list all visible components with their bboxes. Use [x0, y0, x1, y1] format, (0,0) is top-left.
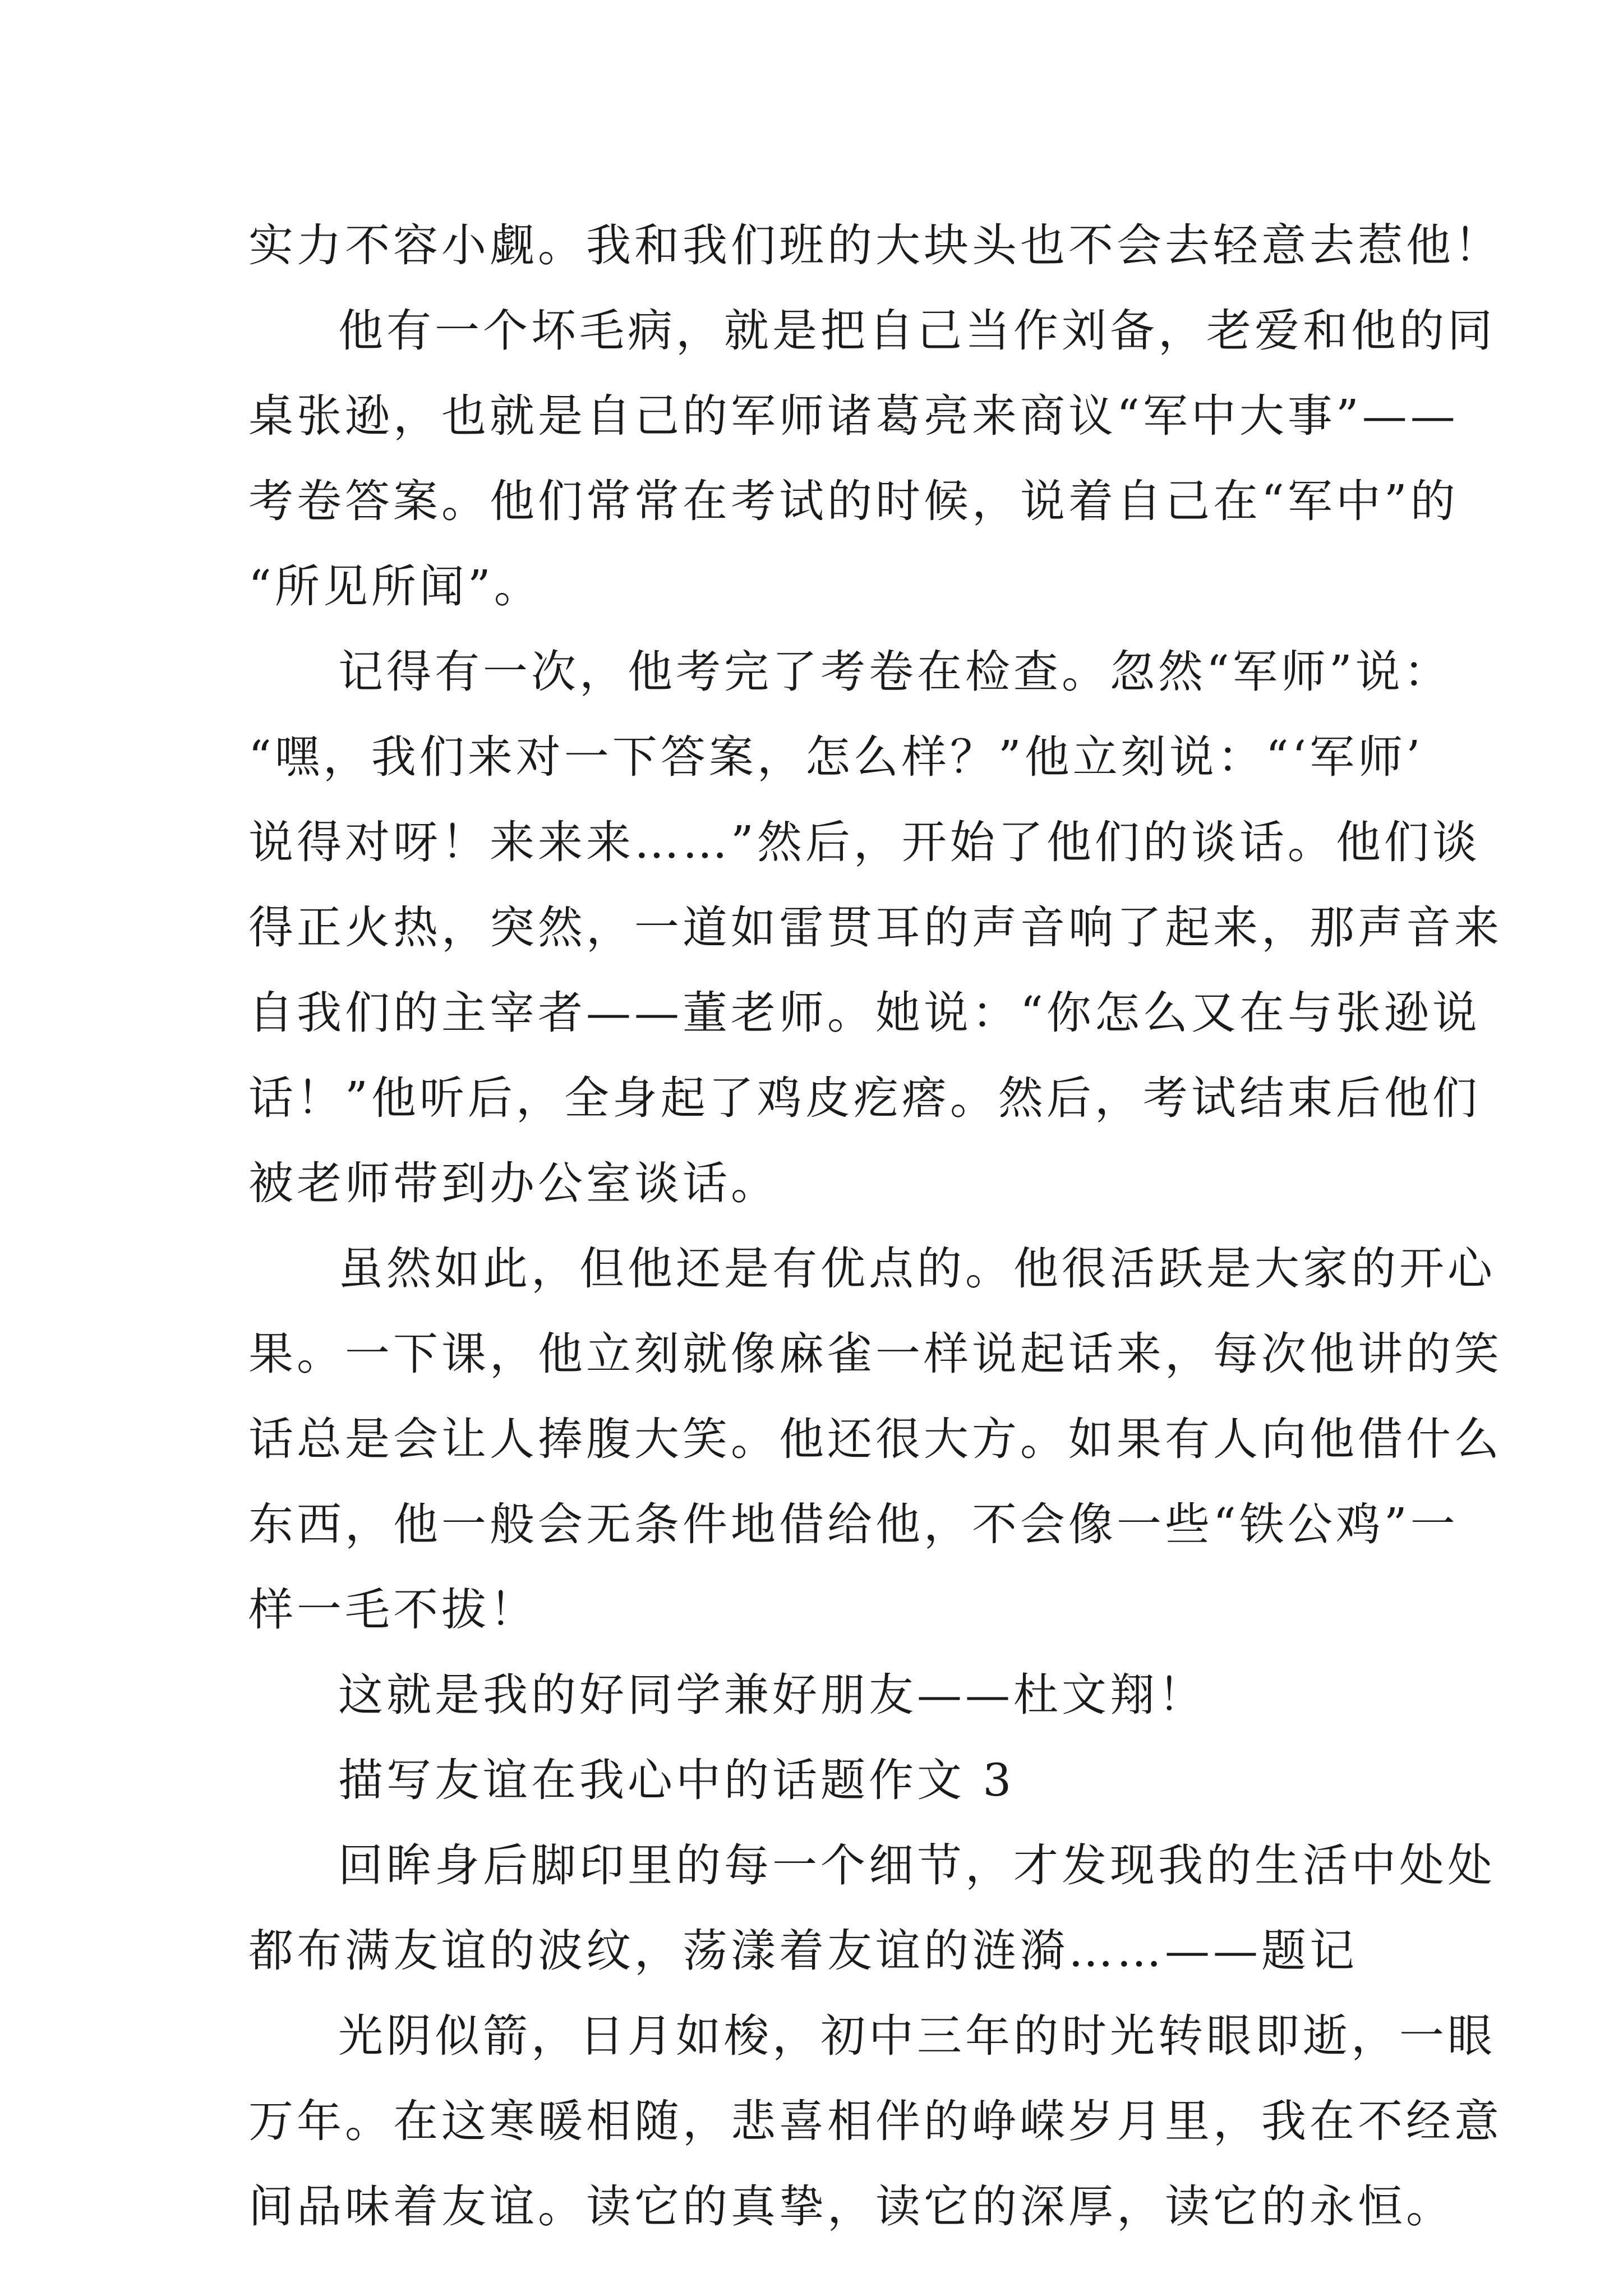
text-line: 得正火热，突然，一道如雷贯耳的声音响了起来，那声音来	[248, 901, 1502, 954]
text-line: 记得有一次，他考完了考卷在检查。忽然“军师”说：	[338, 646, 1452, 698]
text-line: 他有一个坏毛病，就是把自己当作刘备，老爱和他的同	[338, 305, 1496, 357]
text-line: 间品味着友谊。读它的真挚，读它的深厚，读它的永恒。	[248, 2180, 1454, 2233]
text-line: 这就是我的好同学兼好朋友——杜文翔！	[338, 1669, 1206, 1721]
text-line: 万年。在这寒暖相随，悲喜相伴的峥嵘岁月里，我在不经意	[248, 2095, 1502, 2147]
text-line: 考卷答案。他们常常在考试的时候，说着自己在“军中”的	[248, 475, 1459, 527]
text-line: 东西，他一般会无条件地借给他，不会像一些“铁公鸡”一	[248, 1498, 1459, 1550]
text-line: 被老师带到办公室谈话。	[248, 1157, 779, 1209]
text-line: “所见所闻”。	[248, 560, 542, 613]
text-line: 话总是会让人捧腹大笑。他还很大方。如果有人向他借什么	[248, 1413, 1502, 1465]
text-line: 话！”他听后，全身起了鸡皮疙瘩。然后，考试结束后他们	[248, 1072, 1481, 1124]
body-text	[248, 203, 1502, 2249]
text-line: 果。一下课，他立刻就像麻雀一样说起话来，每次他讲的笑	[248, 1328, 1502, 1380]
text-line: 虽然如此，但他还是有优点的。他很活跃是大家的开心	[338, 1243, 1496, 1295]
text-line: 样一毛不拔！	[248, 1584, 538, 1636]
text-line: “嘿，我们来对一下答案，怎么样？”他立刻说：“‘军师’	[248, 731, 1424, 783]
text-line: 桌张逊，也就是自己的军师诸葛亮来商议“军中大事”——	[248, 390, 1459, 442]
text-line: 自我们的主宰者——董老师。她说：“你怎么又在与张逊说	[248, 987, 1481, 1039]
text-line: 回眸身后脚印里的每一个细节，才发现我的生活中处处	[338, 1839, 1496, 1892]
text-line: 都布满友谊的波纹，荡漾着友谊的涟漪……——题记	[248, 1925, 1358, 1977]
text-line: 实力不容小觑。我和我们班的大块头也不会去轻意去惹他！	[248, 219, 1502, 272]
section-heading: 描写友谊在我心中的话题作文 3	[338, 1754, 1015, 1806]
text-line: 光阴似箭，日月如梭，初中三年的时光转眼即逝，一眼	[338, 2010, 1496, 2062]
text-line: 说得对呀！来来来……”然后，开始了他们的谈话。他们谈	[248, 816, 1481, 868]
